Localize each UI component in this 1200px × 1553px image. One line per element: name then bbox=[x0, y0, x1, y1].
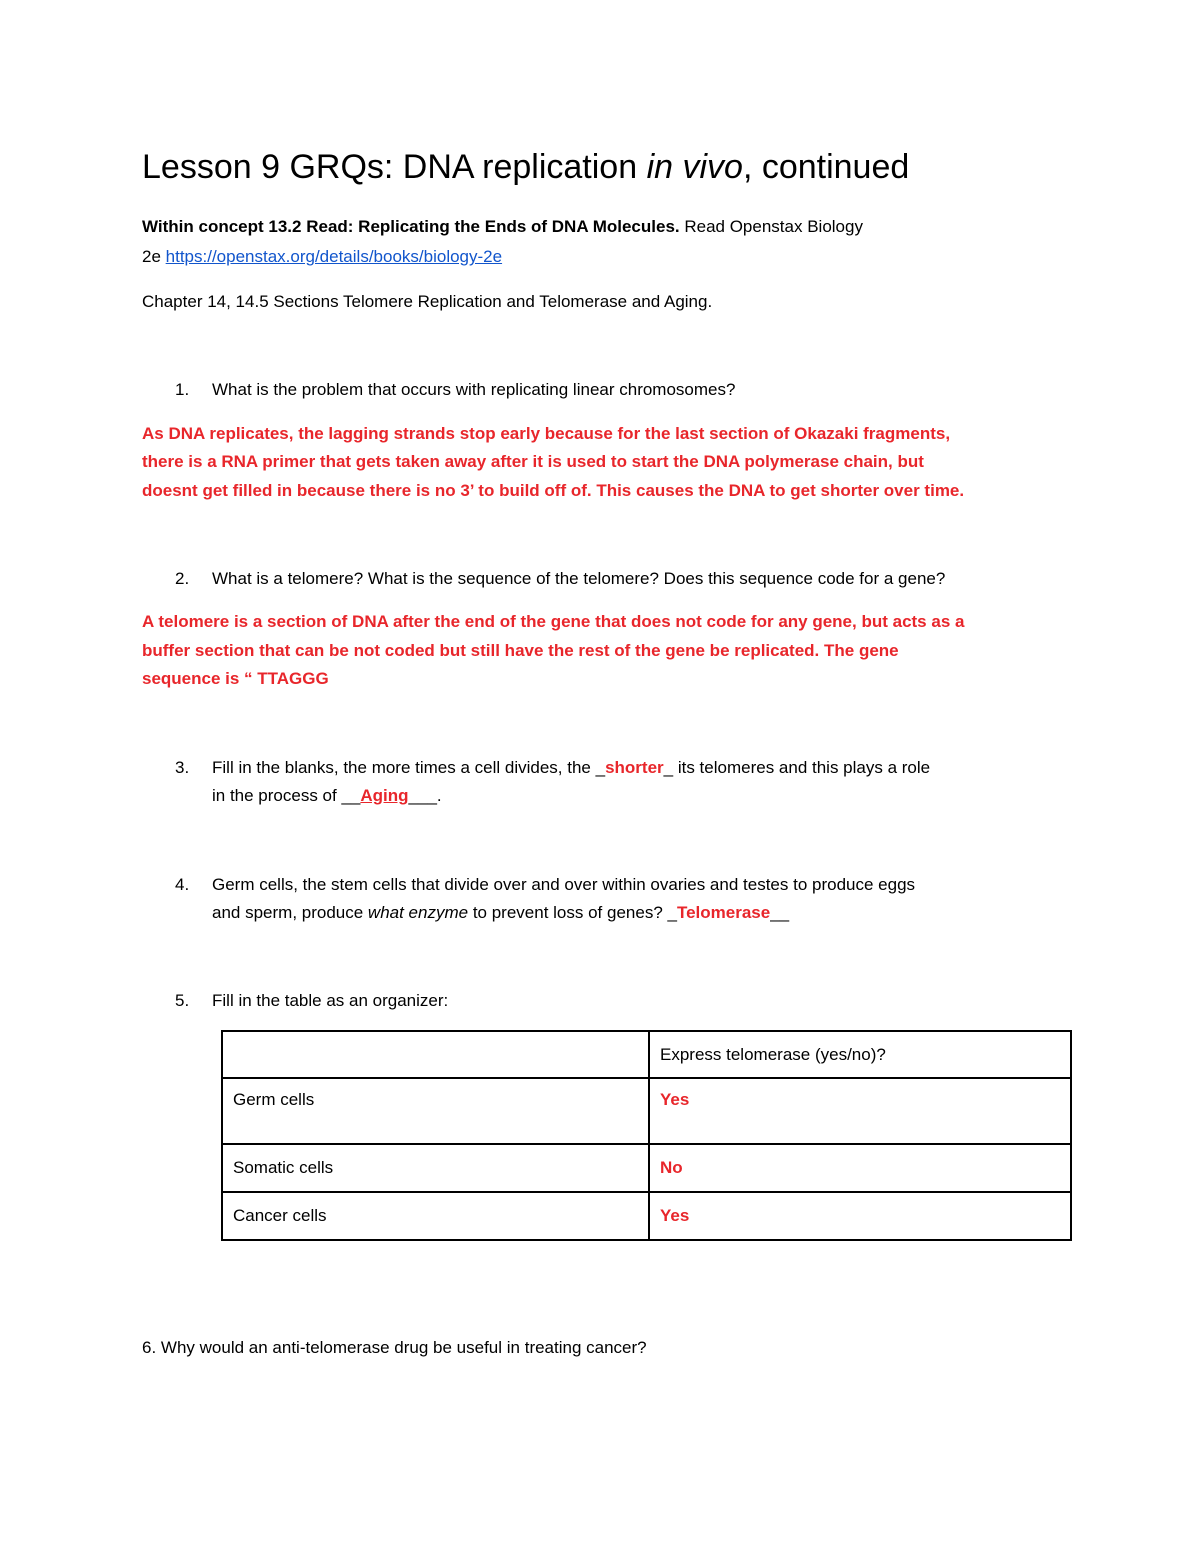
table-header-cell bbox=[222, 1031, 649, 1078]
page-title bbox=[142, 145, 909, 189]
table-cell-label: Germ cells bbox=[222, 1078, 649, 1144]
title-text: Lesson 9 GRQs: DNA replication bbox=[142, 148, 647, 186]
q4-italic: what enzyme bbox=[367, 903, 469, 922]
intro-chapter: Chapter 14, 14.5 Sections Telomere Replication and Telomerase and Aging. bbox=[142, 292, 713, 311]
q4-text: to prevent loss of genes? _ bbox=[468, 903, 677, 922]
q3-text: _ its telomeres and this plays a role bbox=[663, 758, 931, 777]
q3-blank-2-answer: Aging bbox=[360, 786, 409, 805]
q4-text: __ bbox=[770, 903, 790, 922]
table-cell-label: Cancer cells bbox=[222, 1192, 649, 1240]
q4-text: and sperm, produce bbox=[212, 903, 368, 922]
table-row bbox=[222, 1144, 1071, 1192]
organizer-table bbox=[221, 1030, 1072, 1241]
question-4-line-2 bbox=[212, 898, 789, 927]
question-number: 1. bbox=[175, 380, 190, 399]
table-cell-answer: Yes bbox=[649, 1192, 1071, 1240]
q3-blank-1-answer: shorter bbox=[605, 758, 664, 777]
table-cell-answer: Yes bbox=[649, 1078, 1071, 1144]
question-1-text: What is the problem that occurs with replicating linear chromosomes? bbox=[212, 380, 736, 399]
answer-2-line-1: A telomere is a section of DNA after the end of the gene that does not code for any gene, but acts as a bbox=[142, 612, 965, 631]
table-header-row bbox=[222, 1031, 1071, 1078]
question-number: 3. bbox=[175, 758, 190, 777]
question-6-text: Why would an anti-telomerase drug be useful in treating cancer? bbox=[156, 1338, 647, 1357]
title-italic: in vivo bbox=[646, 148, 743, 186]
question-6 bbox=[142, 1333, 647, 1362]
question-number: 2. bbox=[175, 569, 190, 588]
title-text-end: , continued bbox=[742, 148, 910, 186]
question-number: 4. bbox=[175, 875, 190, 894]
question-2-text: What is a telomere? What is the sequence of the telomere? Does this sequence code for a gene? bbox=[212, 569, 946, 588]
question-5-text: Fill in the table as an organizer: bbox=[212, 991, 449, 1010]
table-cell-label: Somatic cells bbox=[222, 1144, 649, 1192]
intro-line-2 bbox=[142, 242, 502, 271]
q4-blank-answer: Telomerase bbox=[676, 903, 771, 922]
q3-text: in the process of __ bbox=[212, 786, 361, 805]
openstax-link[interactable]: https://openstax.org/details/books/biology-2e bbox=[165, 247, 503, 266]
answer-1-line-3: doesnt get filled in because there is no 3’ to build off of. This causes the DNA to get shorter over time. bbox=[142, 481, 965, 500]
question-3-line-1 bbox=[212, 753, 930, 782]
table-cell-answer: No bbox=[649, 1144, 1071, 1192]
intro-concept: Within concept 13.2 Read: Replicating the Ends of DNA Molecules. bbox=[142, 217, 680, 236]
question-4-line-1: Germ cells, the stem cells that divide over and over within ovaries and testes to produce eggs bbox=[212, 875, 916, 894]
table-row bbox=[222, 1192, 1071, 1240]
question-3-line-2 bbox=[212, 781, 442, 810]
question-number: 6. bbox=[142, 1338, 157, 1357]
q3-text: Fill in the blanks, the more times a cell divides, the _ bbox=[212, 758, 606, 777]
answer-1-line-2: there is a RNA primer that gets taken away after it is used to start the DNA polymerase chain, but bbox=[142, 452, 924, 471]
answer-2-line-2: buffer section that can be not coded but still have the rest of the gene be replicated. The gene bbox=[142, 641, 899, 660]
question-number: 5. bbox=[175, 991, 190, 1010]
table-row bbox=[222, 1078, 1071, 1144]
intro-read: Read Openstax Biology bbox=[679, 217, 863, 236]
q3-text: ___. bbox=[408, 786, 442, 805]
intro-edition: 2e bbox=[142, 247, 166, 266]
table-header-cell: Express telomerase (yes/no)? bbox=[649, 1031, 1071, 1078]
answer-2-line-3: sequence is “ TTAGGG bbox=[142, 669, 329, 688]
intro-line-1 bbox=[142, 212, 863, 241]
answer-1-line-1: As DNA replicates, the lagging strands stop early because for the last section of Okazaki fragments, bbox=[142, 424, 951, 443]
